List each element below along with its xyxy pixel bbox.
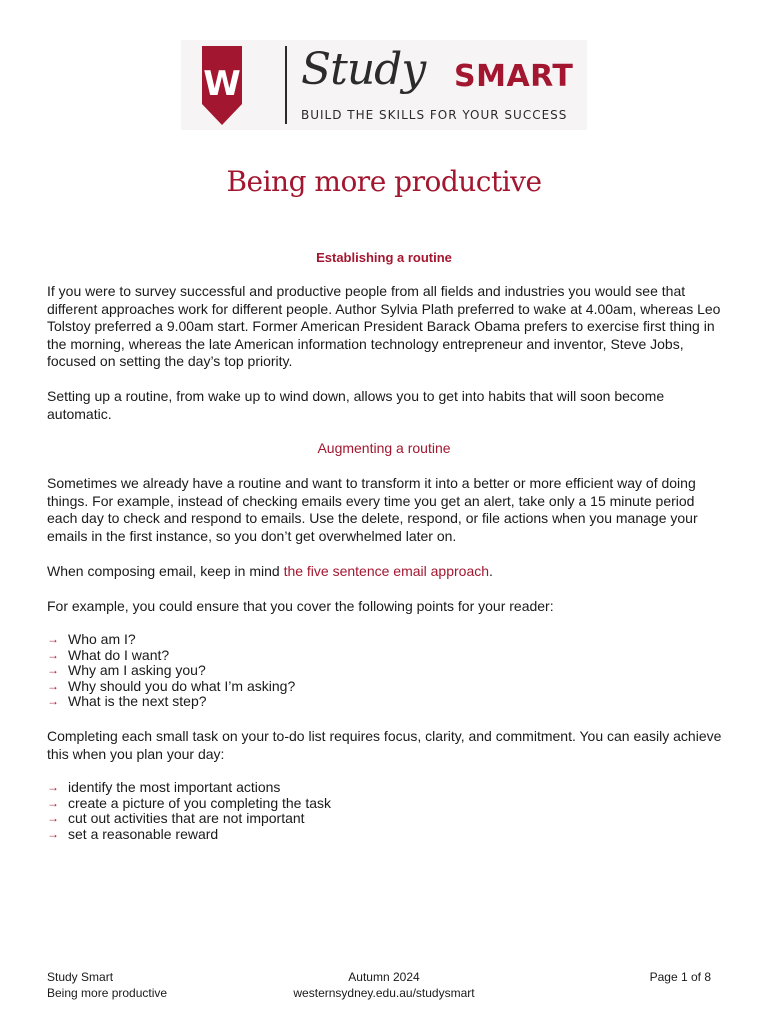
list-item-text: What do I want? (68, 646, 170, 663)
logo-study-text: Study (301, 44, 426, 95)
heading-augmenting-routine: Augmenting a routine (317, 440, 451, 456)
footer-study-smart: Study Smart (47, 970, 114, 984)
western-sydney-shield-icon (202, 46, 242, 125)
paragraph-survey: If you were to survey successful and productive people from all fields and industries you would see that different approaches work for different people. Author Sylvia Plath preferred to wake at 4.00am, whereas Leo Tolstoy preferred a 9.00am start. Former American President Barack Obama prefers to exercise first thing in the morning, whereas the late American information technology entrepreneur and inventor, Steve Jobs, focused on setting the day’s top priority. (47, 283, 721, 369)
list-item (47, 811, 727, 827)
list-item-text: identify the most important actions (68, 779, 281, 795)
arrow-icon: → (47, 647, 59, 662)
paragraph-sometimes: Sometimes we already have a routine and want to transform it into a better or more efficient way of doing things. For example, instead of checking emails every time you get an alert, take only a 15 minute period each day to check and respond to emails. Use the delete, respond, or file actions when you manage your emails in the first instance, so you don’t get overwhelmed later on. (47, 475, 698, 544)
heading-establishing-routine: Establishing a routine (316, 250, 452, 265)
paragraph-setting-up: Setting up a routine, from wake up to wind down, allows you to get into habits that will soon become automatic. (47, 388, 665, 422)
arrow-icon: → (47, 678, 59, 693)
footer-doc-title: Being more productive (47, 985, 168, 1000)
arrow-icon: → (47, 795, 59, 810)
footer-center (234, 970, 534, 1001)
list-item (47, 796, 727, 812)
list-item (47, 827, 727, 843)
paragraph-completing: Completing each small task on your to-do list requires focus, clarity, and commitment. You can easily achieve this when you plan your day: (47, 728, 722, 762)
footer-left (47, 970, 167, 1001)
list-item-text: Why should you do what I’m asking? (68, 677, 296, 694)
list-item-text: What is the next step? (68, 693, 207, 709)
list-item (47, 694, 727, 710)
list-item-text: set a reasonable reward (68, 825, 219, 842)
arrow-icon: → (47, 811, 59, 825)
paragraph-email (47, 563, 727, 581)
email-prefix: When composing email, keep in mind (47, 563, 284, 579)
logo-divider (285, 46, 287, 124)
list-item-text: Why am I asking you? (68, 662, 206, 678)
list-item (47, 632, 727, 648)
footer-right (650, 970, 711, 986)
page-title: Being more productive (226, 165, 542, 198)
list-item (47, 679, 727, 695)
study-smart-logo (181, 40, 587, 130)
list-item-text: cut out activities that are not important (68, 810, 305, 826)
paragraph-example-intro: For example, you could ensure that you cover the following points for your reader: (47, 598, 554, 614)
footer-term: Autumn 2024 (348, 970, 420, 984)
arrow-icon: → (47, 663, 59, 677)
list-item (47, 780, 727, 796)
list-item (47, 663, 727, 679)
arrow-icon: → (47, 694, 59, 708)
logo-tagline: BUILD THE SKILLS FOR YOUR SUCCESS (301, 108, 568, 122)
arrow-icon: → (47, 632, 59, 646)
footer-url[interactable]: westernsydney.edu.au/studysmart (293, 985, 475, 1000)
page-number: Page 1 of 8 (649, 970, 711, 984)
reader-points-list (47, 632, 727, 710)
arrow-icon: → (47, 780, 59, 794)
plan-day-list (47, 780, 727, 842)
arrow-icon: → (47, 826, 59, 841)
list-item-text: create a picture of you completing the task (68, 794, 332, 811)
list-item-text: Who am I? (68, 631, 136, 647)
logo-letter: W (203, 64, 241, 104)
list-item (47, 648, 727, 664)
five-sentence-email-link[interactable]: the five sentence email approach (283, 563, 490, 579)
email-suffix: . (489, 563, 493, 579)
logo-smart-text: SMART (454, 59, 574, 94)
